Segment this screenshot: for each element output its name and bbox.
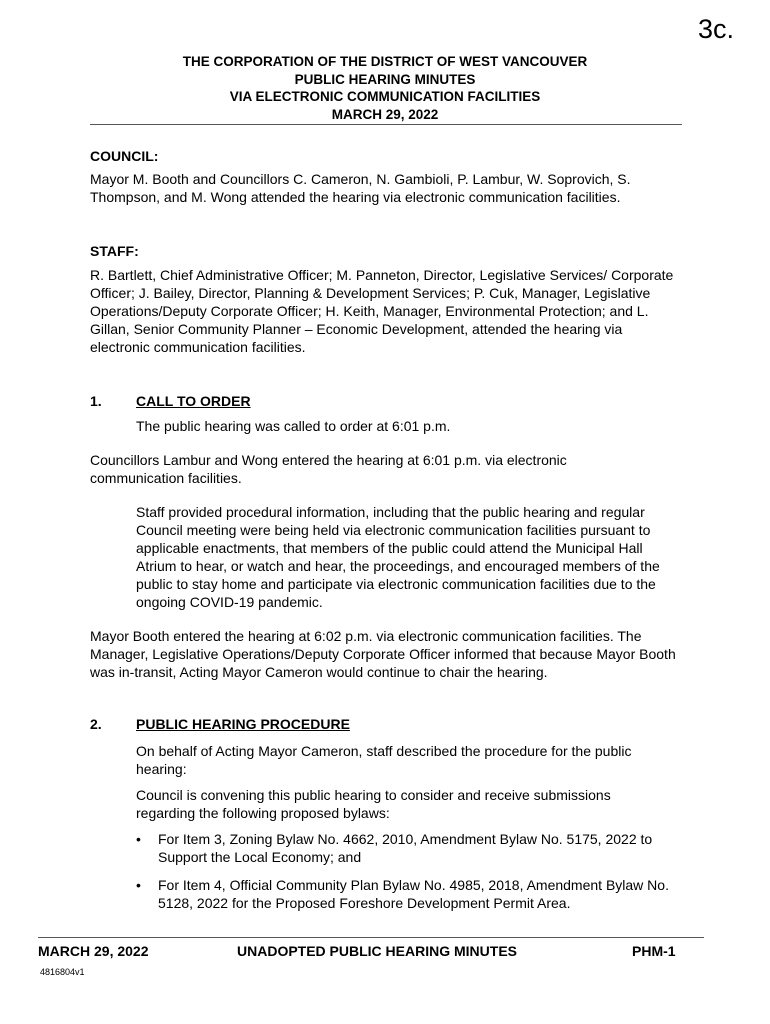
bullet-icon: • [136,831,141,847]
section1-title: CALL TO ORDER [136,393,251,409]
footer-title: UNADOPTED PUBLIC HEARING MINUTES [237,943,518,959]
council-text: Mayor M. Booth and Councillors C. Cameron, N. Gambioli, P. Lambur, W. Soprovich, S. Thompson, and M. Wong attended the hearing via electronic communication facilities. [90,171,631,205]
section1-procedural-info: Staff provided procedural information, including that the public hearing and regular Council meeting were being held via electronic communication facilities pursuant to applicable enactments, that members of the public could attend the Municipal Hall Atrium to hear, or watch and hear, the proceedings, and encouraged members of the public to stay home and participate via electronic communication facilities due to the ongoing COVID-19 pandemic. [136,504,660,610]
section2-convening-text: Council is convening this public hearing to consider and receive submissions regarding the following proposed bylaws: [136,787,611,821]
footer-page-number: PHM-1 [632,943,676,959]
heading-date: MARCH 29, 2022 [331,106,439,122]
document-id: 4816804v1 [40,967,85,977]
bullet-text: For Item 4, Official Community Plan Bylaw No. 4985, 2018, Amendment Bylaw No. 5128, 2022 for the Proposed Foreshore Development Permit Area. [158,877,669,911]
section2-procedure-intro: On behalf of Acting Mayor Cameron, staff described the procedure for the public hearing: [136,743,632,777]
staff-label: STAFF: [90,243,139,259]
council-label: COUNCIL: [90,148,159,164]
heading-title: PUBLIC HEARING MINUTES [294,71,476,87]
section1-number: 1. [90,393,102,409]
bullet-text: For Item 3, Zoning Bylaw No. 4662, 2010, Amendment Bylaw No. 5175, 2022 to Support the Local Economy; and [158,831,653,865]
section2-number: 2. [90,716,102,732]
list-item [136,830,683,866]
bullet-icon: • [136,877,141,893]
section1-call-to-order-text: The public hearing was called to order at 6:01 p.m. [136,418,451,434]
staff-text: R. Bartlett, Chief Administrative Officer; M. Panneton, Director, Legislative Services/ Corporate Officer; J. Bailey, Director, Planning & Development Services; P. Cuk, Manager, Legislative Operations/Deputy Corporate Officer; H. Keith, Manager, Environmental Protection; and L. Gillan, Senior Community Planner – Economic Development, attended the hearing via electronic communication facilities. [90,267,674,355]
list-item [136,876,683,912]
header-rule [90,124,682,125]
section1-mayor-entered: Mayor Booth entered the hearing at 6:02 p.m. via electronic communication facilities. The Manager, Legislative Operations/Deputy Corporate Officer informed that because Mayor Booth was in-transit, Acting Mayor Cameron would continue to chair the hearing. [90,628,676,680]
page-tag: 3c. [698,14,735,44]
section1-councillors-entered: Councillors Lambur and Wong entered the hearing at 6:01 p.m. via electronic communication facilities. [90,452,567,486]
document-heading [90,53,680,123]
heading-subtitle: VIA ELECTRONIC COMMUNICATION FACILITIES [229,89,541,104]
footer-date: MARCH 29, 2022 [38,943,149,959]
heading-organization: THE CORPORATION OF THE DISTRICT OF WEST VANCOUVER [182,54,588,69]
section2-title: PUBLIC HEARING PROCEDURE [136,716,350,732]
footer-rule [38,937,704,938]
